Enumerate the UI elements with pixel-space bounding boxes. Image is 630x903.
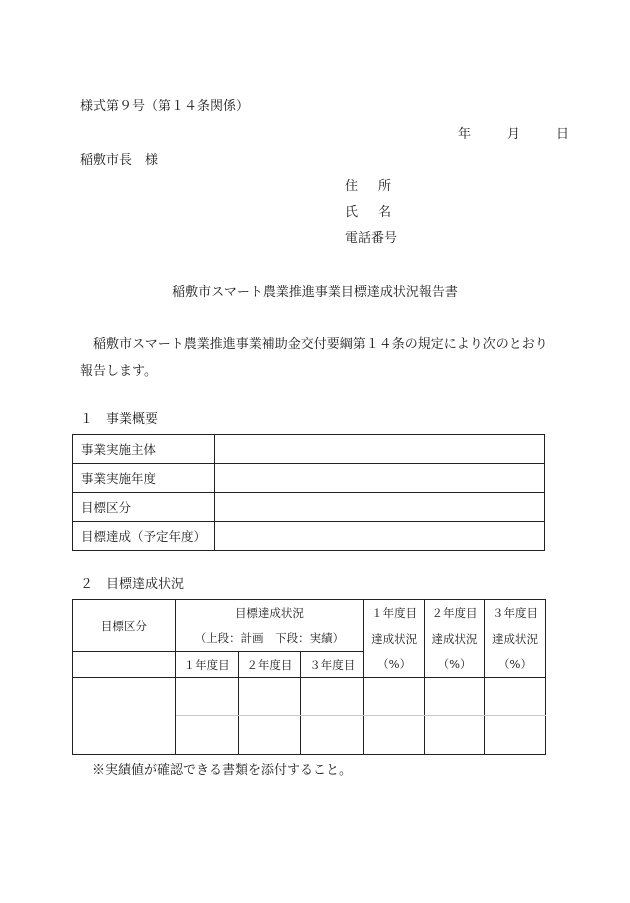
rate2-plan-cell[interactable] <box>425 678 485 716</box>
address-field <box>345 180 391 193</box>
actual-year1-cell[interactable] <box>175 716 238 755</box>
row-value[interactable] <box>215 522 545 551</box>
header-rate3-line3: （%） <box>485 652 546 678</box>
header-rate3-line1: ３年度目 <box>485 600 546 626</box>
table-row <box>73 464 545 493</box>
rate3-plan-cell[interactable] <box>485 678 546 716</box>
plan-year2-cell[interactable] <box>238 678 301 716</box>
row-label: 目標区分 <box>73 493 215 522</box>
phone-label: 電話番号 <box>345 231 398 246</box>
document-title: 稲敷市スマート農業推進事業目標達成状況報告書 <box>172 285 458 300</box>
header-year3: ３年度目 <box>301 652 364 678</box>
rate1-actual-cell[interactable] <box>364 716 425 755</box>
row-value[interactable] <box>215 435 545 464</box>
table-row <box>73 435 545 464</box>
header-rate1-line2: 達成状況 <box>364 626 425 652</box>
date-month: 月 <box>507 127 521 142</box>
address-label-b: 所 <box>378 179 392 194</box>
date-line <box>458 128 569 141</box>
row-label: 事業実施主体 <box>73 435 215 464</box>
header-year1: １年度目 <box>175 652 238 678</box>
address-label-a: 住 <box>345 179 359 194</box>
rate1-plan-cell[interactable] <box>364 678 425 716</box>
footnote: ※実績値が確認できる書類を添付すること。 <box>92 763 353 778</box>
actual-year3-cell[interactable] <box>301 716 364 755</box>
date-year: 年 <box>458 127 472 142</box>
table-row <box>73 652 546 678</box>
header-rate2-line1: ２年度目 <box>425 600 485 626</box>
table-row <box>73 493 545 522</box>
header-empty <box>73 652 176 678</box>
header-category: 目標区分 <box>73 600 176 652</box>
header-status-title: 目標達成状況 <box>175 600 363 626</box>
phone-field <box>345 232 397 245</box>
section1-heading: １ 事業概要 <box>80 412 159 427</box>
row-label: 事業実施年度 <box>73 464 215 493</box>
header-rate2-line3: （%） <box>425 652 485 678</box>
header-rate3-line2: 達成状況 <box>485 626 546 652</box>
header-year2: ２年度目 <box>238 652 301 678</box>
row-value[interactable] <box>215 464 545 493</box>
name-label-a: 氏 <box>345 205 359 220</box>
section2-heading: ２ 目標達成状況 <box>80 577 185 592</box>
rate2-actual-cell[interactable] <box>425 716 485 755</box>
plan-year3-cell[interactable] <box>301 678 364 716</box>
header-status-subtitle: （上段：計画 下段：実績） <box>175 626 363 652</box>
data-category-cell[interactable] <box>73 678 176 755</box>
table-row <box>73 522 545 551</box>
table-row <box>73 600 546 626</box>
plan-year1-cell[interactable] <box>175 678 238 716</box>
body-text: 稲敷市スマート農業推進事業補助金交付要綱第１４条の規定により次のとおり報告します。 <box>80 337 548 379</box>
row-value[interactable] <box>215 493 545 522</box>
addressee: 稲敷市長 様 <box>80 153 159 168</box>
header-rate1-line3: （%） <box>364 652 425 678</box>
name-field <box>345 206 391 219</box>
header-rate2-line2: 達成状況 <box>425 626 485 652</box>
table-row <box>73 678 546 716</box>
row-label: 目標達成（予定年度） <box>73 522 215 551</box>
overview-table <box>72 434 545 551</box>
date-day: 日 <box>556 127 570 142</box>
achievement-table <box>72 599 546 755</box>
header-rate1-line1: １年度目 <box>364 600 425 626</box>
rate3-actual-cell[interactable] <box>485 716 546 755</box>
actual-year2-cell[interactable] <box>238 716 301 755</box>
form-number: 様式第９号（第１４条関係） <box>80 99 250 114</box>
name-label-b: 名 <box>378 205 392 220</box>
